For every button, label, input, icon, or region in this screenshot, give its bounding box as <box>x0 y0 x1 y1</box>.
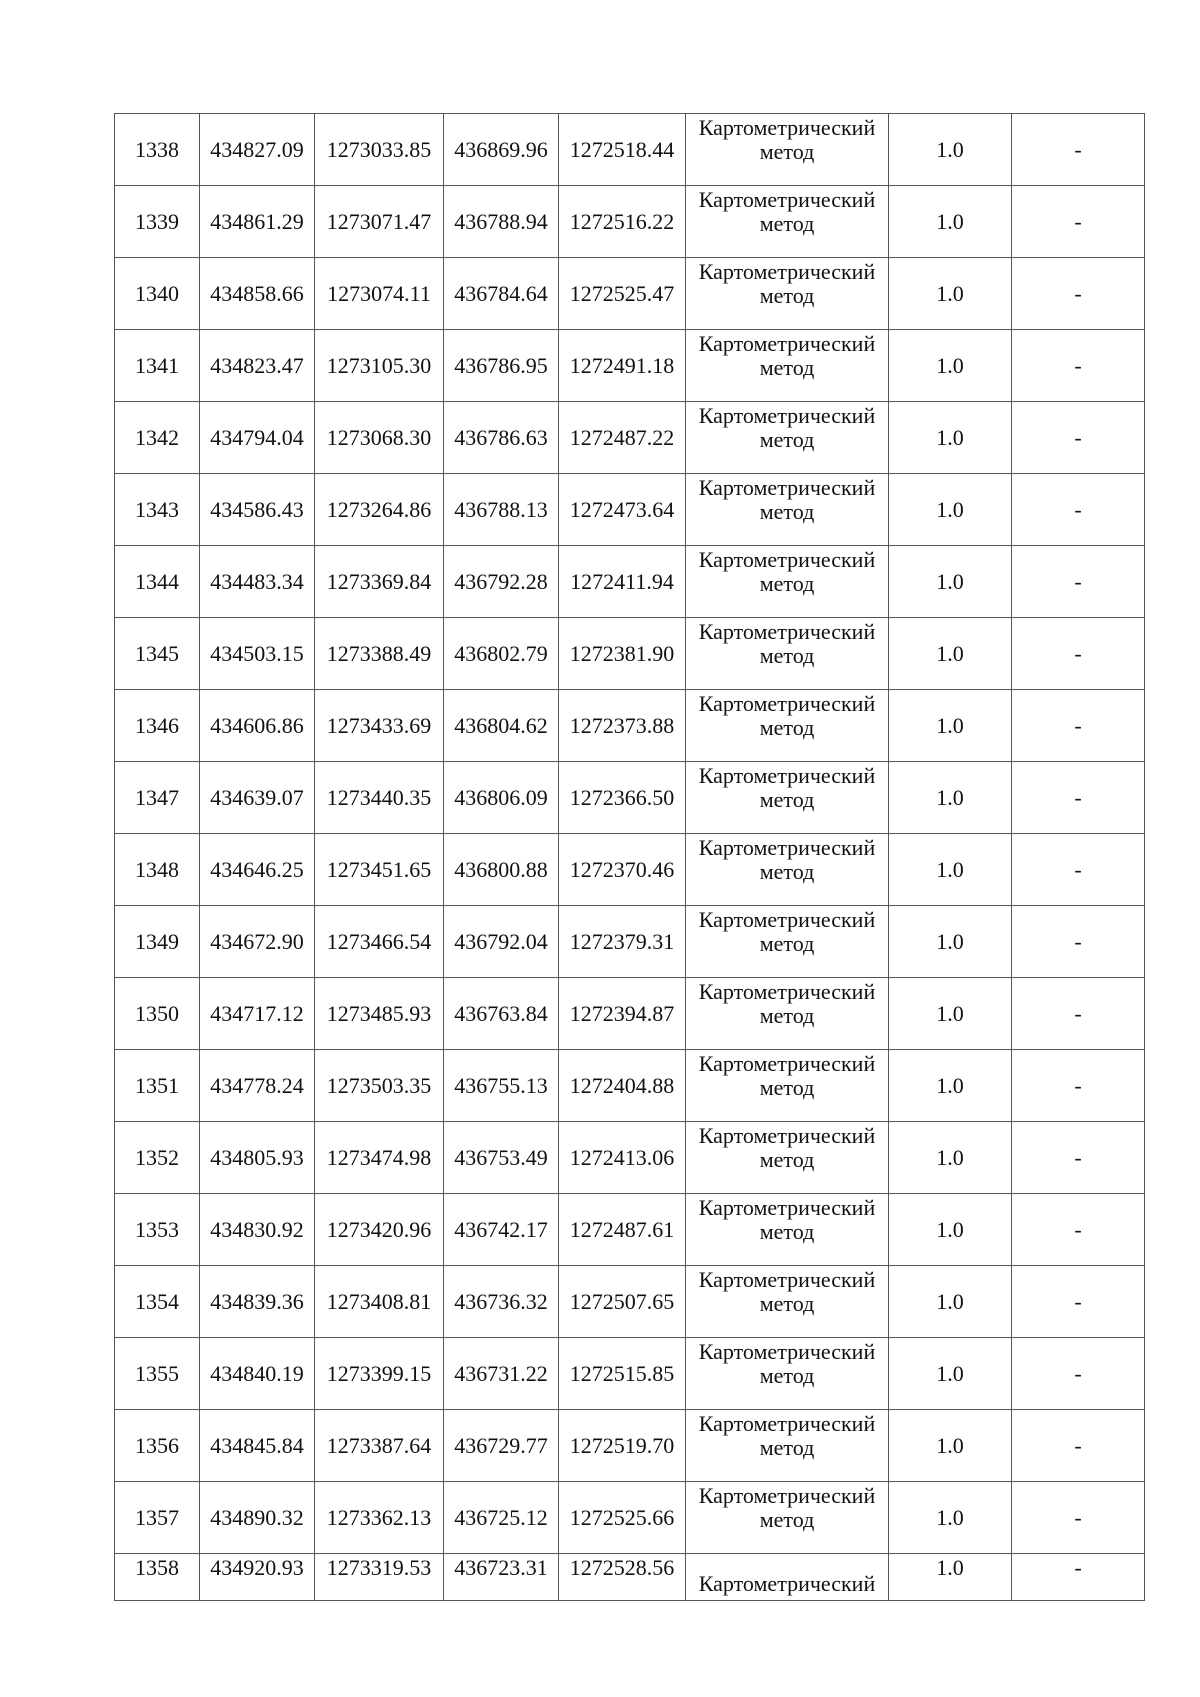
point-number-cell: 1339 <box>115 186 200 258</box>
x-coordinate-cell: 434646.25 <box>200 834 315 906</box>
method-line-2: метод <box>759 859 815 884</box>
y-coordinate-cell: 1273362.13 <box>315 1482 444 1554</box>
method-cell <box>686 834 889 906</box>
note-cell: - <box>1012 1482 1145 1554</box>
x2-coordinate-cell: 436723.31 <box>444 1554 559 1601</box>
method-cell <box>686 402 889 474</box>
method-line-1: Картометрический <box>698 907 876 932</box>
precision-cell: 1.0 <box>889 114 1012 186</box>
precision-cell: 1.0 <box>889 690 1012 762</box>
table-row <box>115 258 1145 330</box>
x-coordinate-cell: 434805.93 <box>200 1122 315 1194</box>
y-coordinate-cell: 1273440.35 <box>315 762 444 834</box>
table-row <box>115 618 1145 690</box>
x-coordinate-cell: 434717.12 <box>200 978 315 1050</box>
method-line-2: метод <box>759 499 815 524</box>
x2-coordinate-cell: 436786.63 <box>444 402 559 474</box>
y-coordinate-cell: 1273408.81 <box>315 1266 444 1338</box>
precision-cell: 1.0 <box>889 330 1012 402</box>
precision-cell: 1.0 <box>889 762 1012 834</box>
y2-coordinate-cell: 1272411.94 <box>559 546 686 618</box>
method-line-1: Картометрический <box>698 979 876 1004</box>
method-line-1: Картометрический <box>698 691 876 716</box>
method-line-2: метод <box>759 211 815 236</box>
note-cell: - <box>1012 1554 1145 1601</box>
x2-coordinate-cell: 436784.64 <box>444 258 559 330</box>
precision-cell: 1.0 <box>889 1050 1012 1122</box>
method-cell <box>686 1410 889 1482</box>
method-line-1: Картометрический <box>698 835 876 860</box>
method-cell <box>686 1554 889 1601</box>
method-line-2: метод <box>759 1219 815 1244</box>
x2-coordinate-cell: 436731.22 <box>444 1338 559 1410</box>
method-cell <box>686 1050 889 1122</box>
method-line-1: Картометрический <box>698 403 876 428</box>
x2-coordinate-cell: 436800.88 <box>444 834 559 906</box>
method-line-2: метод <box>759 787 815 812</box>
table-body <box>115 114 1145 1601</box>
y2-coordinate-cell: 1272525.66 <box>559 1482 686 1554</box>
y-coordinate-cell: 1273068.30 <box>315 402 444 474</box>
method-line-2: метод <box>759 1147 815 1172</box>
table-row <box>115 906 1145 978</box>
y-coordinate-cell: 1273264.86 <box>315 474 444 546</box>
table-row <box>115 1194 1145 1266</box>
x2-coordinate-cell: 436729.77 <box>444 1410 559 1482</box>
x2-coordinate-cell: 436736.32 <box>444 1266 559 1338</box>
x2-coordinate-cell: 436753.49 <box>444 1122 559 1194</box>
precision-cell: 1.0 <box>889 1410 1012 1482</box>
x2-coordinate-cell: 436725.12 <box>444 1482 559 1554</box>
table-row <box>115 546 1145 618</box>
point-number-cell: 1353 <box>115 1194 200 1266</box>
point-number-cell: 1350 <box>115 978 200 1050</box>
x-coordinate-cell: 434858.66 <box>200 258 315 330</box>
table-row <box>115 114 1145 186</box>
precision-cell: 1.0 <box>889 474 1012 546</box>
point-number-cell: 1347 <box>115 762 200 834</box>
method-line-1: Картометрический <box>698 763 876 788</box>
x2-coordinate-cell: 436786.95 <box>444 330 559 402</box>
y2-coordinate-cell: 1272473.64 <box>559 474 686 546</box>
y2-coordinate-cell: 1272516.22 <box>559 186 686 258</box>
y-coordinate-cell: 1273105.30 <box>315 330 444 402</box>
precision-cell: 1.0 <box>889 1266 1012 1338</box>
method-cell <box>686 114 889 186</box>
method-line-2: метод <box>759 139 815 164</box>
method-cell <box>686 1482 889 1554</box>
x-coordinate-cell: 434483.34 <box>200 546 315 618</box>
method-line-1: Картометрический <box>698 619 876 644</box>
point-number-cell: 1356 <box>115 1410 200 1482</box>
y-coordinate-cell: 1273420.96 <box>315 1194 444 1266</box>
method-line-2: метод <box>759 283 815 308</box>
x-coordinate-cell: 434861.29 <box>200 186 315 258</box>
x2-coordinate-cell: 436792.04 <box>444 906 559 978</box>
x2-coordinate-cell: 436792.28 <box>444 546 559 618</box>
method-cell <box>686 1122 889 1194</box>
table-row <box>115 834 1145 906</box>
y2-coordinate-cell: 1272487.22 <box>559 402 686 474</box>
y2-coordinate-cell: 1272413.06 <box>559 1122 686 1194</box>
precision-cell: 1.0 <box>889 258 1012 330</box>
x2-coordinate-cell: 436788.13 <box>444 474 559 546</box>
precision-cell: 1.0 <box>889 402 1012 474</box>
method-line-1: Картометрический <box>698 187 876 212</box>
table-row <box>115 330 1145 402</box>
note-cell: - <box>1012 1122 1145 1194</box>
y2-coordinate-cell: 1272518.44 <box>559 114 686 186</box>
method-cell <box>686 546 889 618</box>
precision-cell: 1.0 <box>889 618 1012 690</box>
x-coordinate-cell: 434920.93 <box>200 1554 315 1601</box>
note-cell: - <box>1012 114 1145 186</box>
method-line-1: Картометрический <box>698 1339 876 1364</box>
precision-cell: 1.0 <box>889 1338 1012 1410</box>
x2-coordinate-cell: 436788.94 <box>444 186 559 258</box>
y2-coordinate-cell: 1272525.47 <box>559 258 686 330</box>
note-cell: - <box>1012 1338 1145 1410</box>
method-line-2: метод <box>759 427 815 452</box>
note-cell: - <box>1012 978 1145 1050</box>
note-cell: - <box>1012 474 1145 546</box>
table-row <box>115 978 1145 1050</box>
y-coordinate-cell: 1273503.35 <box>315 1050 444 1122</box>
note-cell: - <box>1012 906 1145 978</box>
table-row <box>115 402 1145 474</box>
method-cell <box>686 978 889 1050</box>
note-cell: - <box>1012 330 1145 402</box>
method-line-1: Картометрический <box>698 1195 876 1220</box>
precision-cell: 1.0 <box>889 834 1012 906</box>
y-coordinate-cell: 1273485.93 <box>315 978 444 1050</box>
point-number-cell: 1351 <box>115 1050 200 1122</box>
precision-cell: 1.0 <box>889 978 1012 1050</box>
table-row <box>115 186 1145 258</box>
precision-cell: 1.0 <box>889 1122 1012 1194</box>
method-line-1: Картометрический <box>698 1123 876 1148</box>
x2-coordinate-cell: 436763.84 <box>444 978 559 1050</box>
method-cell <box>686 258 889 330</box>
method-line-2: метод <box>759 1435 815 1460</box>
y2-coordinate-cell: 1272404.88 <box>559 1050 686 1122</box>
point-number-cell: 1352 <box>115 1122 200 1194</box>
y2-coordinate-cell: 1272373.88 <box>559 690 686 762</box>
note-cell: - <box>1012 402 1145 474</box>
point-number-cell: 1355 <box>115 1338 200 1410</box>
point-number-cell: 1348 <box>115 834 200 906</box>
precision-cell: 1.0 <box>889 546 1012 618</box>
method-line-1: Картометрический <box>698 1571 876 1596</box>
method-line-2: метод <box>759 643 815 668</box>
table-row <box>115 1266 1145 1338</box>
x-coordinate-cell: 434830.92 <box>200 1194 315 1266</box>
point-number-cell: 1343 <box>115 474 200 546</box>
y2-coordinate-cell: 1272366.50 <box>559 762 686 834</box>
y2-coordinate-cell: 1272519.70 <box>559 1410 686 1482</box>
method-cell <box>686 186 889 258</box>
y-coordinate-cell: 1273033.85 <box>315 114 444 186</box>
x-coordinate-cell: 434794.04 <box>200 402 315 474</box>
note-cell: - <box>1012 618 1145 690</box>
y-coordinate-cell: 1273369.84 <box>315 546 444 618</box>
coordinates-table <box>114 113 1145 1601</box>
point-number-cell: 1344 <box>115 546 200 618</box>
method-cell <box>686 906 889 978</box>
method-cell <box>686 1338 889 1410</box>
note-cell: - <box>1012 1194 1145 1266</box>
table-row <box>115 1410 1145 1482</box>
table-row <box>115 1338 1145 1410</box>
note-cell: - <box>1012 1410 1145 1482</box>
x-coordinate-cell: 434827.09 <box>200 114 315 186</box>
method-line-2: метод <box>759 571 815 596</box>
y2-coordinate-cell: 1272394.87 <box>559 978 686 1050</box>
y-coordinate-cell: 1273466.54 <box>315 906 444 978</box>
y2-coordinate-cell: 1272370.46 <box>559 834 686 906</box>
x-coordinate-cell: 434778.24 <box>200 1050 315 1122</box>
point-number-cell: 1338 <box>115 114 200 186</box>
y2-coordinate-cell: 1272515.85 <box>559 1338 686 1410</box>
x2-coordinate-cell: 436806.09 <box>444 762 559 834</box>
y-coordinate-cell: 1273388.49 <box>315 618 444 690</box>
table-row <box>115 1482 1145 1554</box>
note-cell: - <box>1012 186 1145 258</box>
method-cell <box>686 1266 889 1338</box>
y2-coordinate-cell: 1272507.65 <box>559 1266 686 1338</box>
table-row <box>115 1050 1145 1122</box>
y-coordinate-cell: 1273387.64 <box>315 1410 444 1482</box>
method-line-2: метод <box>759 1363 815 1388</box>
x-coordinate-cell: 434606.86 <box>200 690 315 762</box>
table-row <box>115 1122 1145 1194</box>
x2-coordinate-cell: 436869.96 <box>444 114 559 186</box>
point-number-cell: 1346 <box>115 690 200 762</box>
precision-cell: 1.0 <box>889 1554 1012 1601</box>
x-coordinate-cell: 434845.84 <box>200 1410 315 1482</box>
method-line-2: метод <box>759 1075 815 1100</box>
x2-coordinate-cell: 436742.17 <box>444 1194 559 1266</box>
point-number-cell: 1358 <box>115 1554 200 1601</box>
method-line-1: Картометрический <box>698 1267 876 1292</box>
y2-coordinate-cell: 1272487.61 <box>559 1194 686 1266</box>
point-number-cell: 1341 <box>115 330 200 402</box>
method-cell <box>686 330 889 402</box>
method-line-2: метод <box>759 715 815 740</box>
method-line-1: Картометрический <box>698 1483 876 1508</box>
note-cell: - <box>1012 690 1145 762</box>
y2-coordinate-cell: 1272491.18 <box>559 330 686 402</box>
method-line-1: Картометрический <box>698 1051 876 1076</box>
method-line-2: метод <box>759 931 815 956</box>
point-number-cell: 1349 <box>115 906 200 978</box>
method-cell <box>686 474 889 546</box>
x-coordinate-cell: 434890.32 <box>200 1482 315 1554</box>
point-number-cell: 1354 <box>115 1266 200 1338</box>
x-coordinate-cell: 434672.90 <box>200 906 315 978</box>
y-coordinate-cell: 1273433.69 <box>315 690 444 762</box>
table-row <box>115 1554 1145 1601</box>
point-number-cell: 1345 <box>115 618 200 690</box>
precision-cell: 1.0 <box>889 1482 1012 1554</box>
x-coordinate-cell: 434639.07 <box>200 762 315 834</box>
point-number-cell: 1357 <box>115 1482 200 1554</box>
note-cell: - <box>1012 1050 1145 1122</box>
x2-coordinate-cell: 436802.79 <box>444 618 559 690</box>
note-cell: - <box>1012 546 1145 618</box>
y2-coordinate-cell: 1272381.90 <box>559 618 686 690</box>
method-line-2: метод <box>759 355 815 380</box>
method-line-1: Картометрический <box>698 259 876 284</box>
method-cell <box>686 1194 889 1266</box>
point-number-cell: 1342 <box>115 402 200 474</box>
y-coordinate-cell: 1273399.15 <box>315 1338 444 1410</box>
table-row <box>115 474 1145 546</box>
method-line-1: Картометрический <box>698 1411 876 1436</box>
x-coordinate-cell: 434503.15 <box>200 618 315 690</box>
x2-coordinate-cell: 436804.62 <box>444 690 559 762</box>
y-coordinate-cell: 1273451.65 <box>315 834 444 906</box>
method-line-1: Картометрический <box>698 115 876 140</box>
method-line-1: Картометрический <box>698 331 876 356</box>
precision-cell: 1.0 <box>889 186 1012 258</box>
x-coordinate-cell: 434840.19 <box>200 1338 315 1410</box>
y-coordinate-cell: 1273071.47 <box>315 186 444 258</box>
note-cell: - <box>1012 834 1145 906</box>
x-coordinate-cell: 434839.36 <box>200 1266 315 1338</box>
table-row <box>115 762 1145 834</box>
y2-coordinate-cell: 1272379.31 <box>559 906 686 978</box>
method-cell <box>686 690 889 762</box>
x-coordinate-cell: 434586.43 <box>200 474 315 546</box>
method-line-1: Картометрический <box>698 547 876 572</box>
x2-coordinate-cell: 436755.13 <box>444 1050 559 1122</box>
note-cell: - <box>1012 258 1145 330</box>
note-cell: - <box>1012 1266 1145 1338</box>
precision-cell: 1.0 <box>889 1194 1012 1266</box>
y-coordinate-cell: 1273074.11 <box>315 258 444 330</box>
method-cell <box>686 762 889 834</box>
method-line-1: Картометрический <box>698 475 876 500</box>
precision-cell: 1.0 <box>889 906 1012 978</box>
y-coordinate-cell: 1273319.53 <box>315 1554 444 1601</box>
point-number-cell: 1340 <box>115 258 200 330</box>
method-line-2: метод <box>759 1507 815 1532</box>
method-line-2: метод <box>759 1003 815 1028</box>
method-line-2: метод <box>759 1291 815 1316</box>
y-coordinate-cell: 1273474.98 <box>315 1122 444 1194</box>
note-cell: - <box>1012 762 1145 834</box>
table-row <box>115 690 1145 762</box>
x-coordinate-cell: 434823.47 <box>200 330 315 402</box>
y2-coordinate-cell: 1272528.56 <box>559 1554 686 1601</box>
method-cell <box>686 618 889 690</box>
